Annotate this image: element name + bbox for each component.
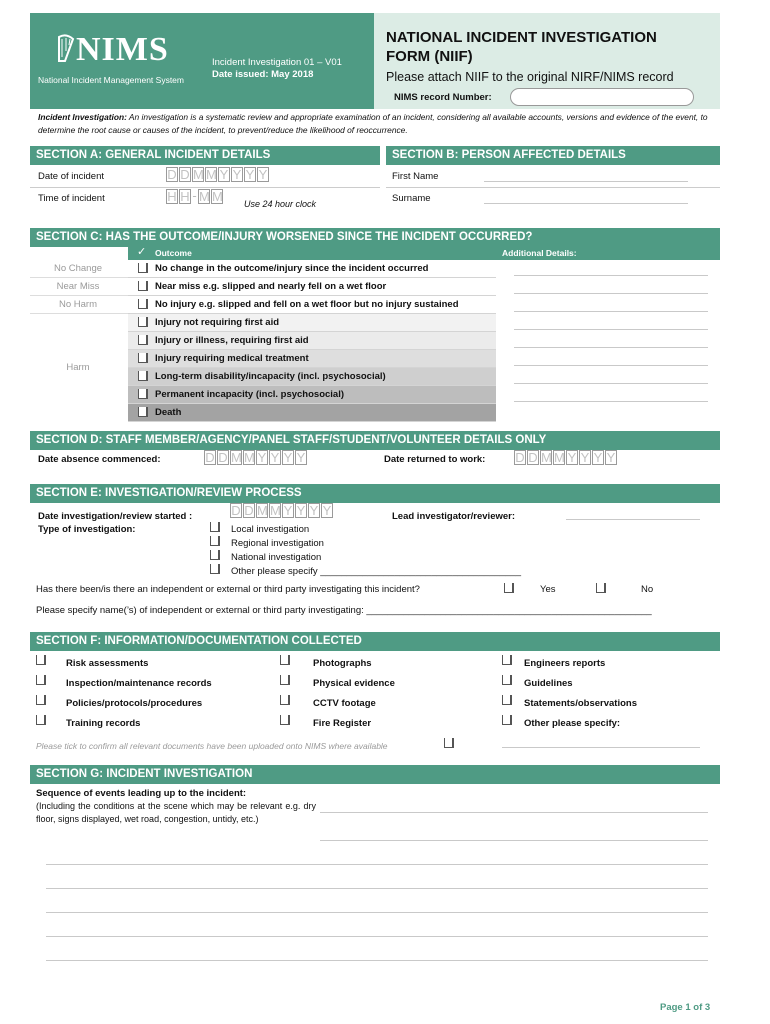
category-divider (30, 277, 128, 278)
section-e-title: SECTION E: INVESTIGATION/REVIEW PROCESS (30, 484, 720, 503)
document-label: Engineers reports (524, 658, 606, 669)
additional-details-header: Additional Details: (502, 248, 577, 258)
date-of-incident-label: Date of incident (38, 171, 105, 182)
investigation-type-label: National investigation (231, 552, 322, 563)
date-char-box[interactable]: Y (258, 167, 268, 182)
date-char-box[interactable]: M (257, 503, 268, 518)
date-char-box[interactable]: D (167, 167, 177, 182)
additional-details-line[interactable] (514, 329, 708, 330)
document-checkbox[interactable] (280, 695, 290, 705)
independent-question: Has there been/is there an independent or external or third party investigating this incident? (36, 584, 420, 595)
time-note: Use 24 hour clock (244, 199, 317, 209)
date-char-box[interactable]: M (244, 450, 255, 465)
date-char-box[interactable]: M (231, 450, 242, 465)
document-checkbox[interactable] (502, 675, 512, 685)
document-checkbox[interactable] (502, 715, 512, 725)
outcome-row[interactable] (128, 278, 496, 296)
outcome-checkbox[interactable] (138, 317, 148, 327)
minute-char-box[interactable]: M (199, 189, 210, 204)
upload-confirm-checkbox[interactable] (444, 738, 454, 748)
form-title-line1: NATIONAL INCIDENT INVESTIGATION (386, 29, 657, 46)
lead-investigator-input[interactable] (566, 519, 700, 520)
section-a-title: SECTION A: GENERAL INCIDENT DETAILS (30, 146, 380, 165)
outcome-label: Injury requiring medical treatment (155, 353, 309, 364)
investigation-started-boxes[interactable] (230, 503, 334, 518)
outcome-label: No change in the outcome/injury since the incident occurred (155, 263, 429, 274)
additional-details-line[interactable] (514, 383, 708, 384)
form-title-line2: FORM (NIIF) (386, 48, 473, 65)
investigation-type-label: Local investigation (231, 524, 310, 535)
sequence-line[interactable] (320, 840, 708, 841)
section-a-divider (30, 187, 380, 188)
outcome-row[interactable] (128, 386, 496, 404)
date-char-box[interactable]: M (193, 167, 204, 182)
document-label: Physical evidence (313, 678, 395, 689)
outcome-label: Injury or illness, requiring first aid (155, 335, 309, 346)
outcome-checkbox[interactable] (138, 299, 148, 309)
absence-commenced-label: Date absence commenced: (38, 454, 161, 465)
date-char-box[interactable]: Y (580, 450, 590, 465)
document-checkbox[interactable] (36, 675, 46, 685)
outcome-checkbox[interactable] (138, 263, 148, 273)
investigation-line[interactable] (46, 888, 708, 889)
time-of-incident-label: Time of incident (38, 193, 105, 204)
section-f-title: SECTION F: INFORMATION/DOCUMENTATION COLLECTED (30, 632, 720, 651)
outcome-checkbox[interactable] (138, 353, 148, 363)
type-of-investigation-label: Type of investigation: (38, 524, 136, 535)
investigation-line[interactable] (46, 936, 708, 937)
investigation-type-checkbox[interactable] (210, 564, 220, 574)
minute-char-box[interactable]: M (212, 189, 223, 204)
date-of-incident-boxes[interactable] (166, 167, 270, 182)
document-label: Guidelines (524, 678, 573, 689)
logo-subtitle: National Incident Management System (38, 75, 184, 85)
sequence-of-events-label: Sequence of events leading up to the incident: (36, 788, 247, 799)
intro-label: Incident Investigation: (38, 112, 127, 122)
date-char-box[interactable]: Y (567, 450, 577, 465)
investigation-started-label: Date investigation/review started : (38, 511, 193, 522)
harp-icon (56, 33, 76, 63)
section-c-header-band (128, 245, 720, 260)
attach-note: Please attach NIIF to the original NIRF/NIMS record (386, 70, 674, 84)
date-char-box[interactable]: D (244, 503, 254, 518)
outcome-label: Near miss e.g. slipped and nearly fell on a wet floor (155, 281, 387, 292)
date-char-box[interactable]: Y (219, 167, 229, 182)
document-checkbox[interactable] (36, 715, 46, 725)
record-number-label: NIMS record Number: (394, 92, 492, 103)
date-char-box[interactable]: M (554, 450, 565, 465)
time-of-incident-boxes[interactable] (166, 189, 224, 204)
logo-text: NIMS (76, 31, 169, 68)
investigation-type-checkbox[interactable] (210, 522, 220, 532)
intro-text: An investigation is a systematic review and appropriate examination of an incident, considering all available accounts, versions and evidence of the event, to determine the root cause or causes of the incident, to prevent/reduce the likelihood of reoccurrence. (38, 112, 708, 135)
date-char-box[interactable]: Y (593, 450, 603, 465)
date-char-box[interactable]: Y (232, 167, 242, 182)
yes-checkbox[interactable] (504, 583, 514, 593)
outcome-label: Permanent incapacity (incl. psychosocial) (155, 389, 345, 400)
hour-char-box[interactable]: H (180, 189, 190, 204)
outcome-row[interactable] (128, 332, 496, 350)
outcome-label: Long-term disability/incapacity (incl. psychosocial) (155, 371, 386, 382)
date-char-box[interactable]: D (180, 167, 190, 182)
investigation-type-checkbox[interactable] (210, 536, 220, 546)
surname-input[interactable] (484, 203, 688, 204)
date-char-box[interactable]: Y (296, 503, 306, 518)
date-char-box[interactable]: D (231, 503, 241, 518)
document-checkbox[interactable] (36, 655, 46, 665)
time-separator: - (192, 188, 197, 203)
date-char-box[interactable]: Y (270, 450, 280, 465)
outcome-label: No injury e.g. slipped and fell on a wet floor but no injury sustained (155, 299, 459, 310)
outcome-checkbox[interactable] (138, 407, 148, 417)
first-name-label: First Name (392, 171, 439, 182)
outcome-checkbox[interactable] (138, 281, 148, 291)
investigation-type-checkbox[interactable] (210, 550, 220, 560)
outcome-header: Outcome (155, 248, 192, 258)
outcome-checkbox[interactable] (138, 371, 148, 381)
outcome-row[interactable] (128, 404, 496, 422)
returned-to-work-boxes[interactable] (514, 450, 618, 465)
absence-commenced-boxes[interactable] (204, 450, 308, 465)
outcome-label: Injury not requiring first aid (155, 317, 280, 328)
date-issued: Date issued: May 2018 (212, 69, 314, 80)
version-panel (204, 13, 374, 109)
outcome-row[interactable] (128, 260, 496, 278)
additional-details-line[interactable] (514, 275, 708, 276)
outcome-label: Death (155, 407, 182, 418)
date-char-box[interactable]: M (541, 450, 552, 465)
date-char-box[interactable]: Y (309, 503, 319, 518)
date-char-box[interactable]: M (206, 167, 217, 182)
document-label: Photographs (313, 658, 372, 669)
category-no-harm: No Harm (58, 299, 97, 310)
date-char-box[interactable]: Y (296, 450, 306, 465)
document-checkbox[interactable] (502, 655, 512, 665)
record-number-input[interactable] (510, 88, 694, 106)
investigation-line[interactable] (46, 864, 708, 865)
date-char-box[interactable]: Y (606, 450, 616, 465)
outcome-row[interactable] (128, 350, 496, 368)
date-char-box[interactable]: D (528, 450, 538, 465)
additional-details-line[interactable] (514, 401, 708, 402)
date-char-box[interactable]: Y (322, 503, 332, 518)
section-c-title: SECTION C: HAS THE OUTCOME/INJURY WORSENED SINCE THE INCIDENT OCCURRED? (30, 228, 720, 247)
section-d-title: SECTION D: STAFF MEMBER/AGENCY/PANEL STAFF/STUDENT/VOLUNTEER DETAILS ONLY (30, 431, 720, 450)
document-label: CCTV footage (313, 698, 376, 709)
section-b-title: SECTION B: PERSON AFFECTED DETAILS (386, 146, 720, 165)
investigation-line[interactable] (46, 960, 708, 961)
document-label: Statements/observations (524, 698, 637, 709)
version-label: Incident Investigation 01 – V01 (212, 57, 342, 68)
additional-details-line[interactable] (514, 365, 708, 366)
category-harm: Harm (66, 362, 90, 373)
sequence-of-events-note: (Including the conditions at the scene which may be relevant e.g. dry floor, signs displayed, wet road, congestion, untidy, etc.) (36, 801, 316, 824)
document-label: Policies/protocols/procedures (66, 698, 203, 709)
logo-panel (30, 13, 204, 109)
investigation-line[interactable] (46, 912, 708, 913)
category-no-change: No Change (53, 263, 103, 274)
date-char-box[interactable]: D (515, 450, 525, 465)
lead-investigator-label: Lead investigator/reviewer: (392, 511, 516, 522)
yes-label: Yes (540, 584, 556, 595)
document-checkbox[interactable] (280, 715, 290, 725)
additional-details-line[interactable] (514, 293, 708, 294)
no-checkbox[interactable] (596, 583, 606, 593)
additional-details-line[interactable] (514, 347, 708, 348)
page-number: Page 1 of 3 (660, 1002, 711, 1013)
document-checkbox[interactable] (280, 675, 290, 685)
document-checkbox[interactable] (280, 655, 290, 665)
section-g-title: SECTION G: INCIDENT INVESTIGATION (30, 765, 720, 784)
check-mark-icon: ✓ (137, 246, 147, 258)
category-divider (30, 295, 128, 296)
first-name-input[interactable] (484, 181, 688, 182)
date-char-box[interactable]: Y (245, 167, 255, 182)
document-label: Training records (66, 718, 141, 729)
document-checkbox[interactable] (502, 695, 512, 705)
outcome-row[interactable] (128, 314, 496, 332)
outcome-checkbox[interactable] (138, 389, 148, 399)
investigation-type-label: Other please specify ______________________________________ (231, 566, 522, 577)
document-label: Risk assessments (66, 658, 149, 669)
category-divider (30, 313, 128, 314)
outcome-row[interactable] (128, 296, 496, 314)
title-panel (374, 13, 720, 109)
independent-specify-label: Please specify name(’s) of independent or external or third party investigating: ______________________________________________________ (36, 605, 652, 616)
date-char-box[interactable]: M (270, 503, 281, 518)
outcome-row[interactable] (128, 368, 496, 386)
date-char-box[interactable]: D (205, 450, 215, 465)
returned-to-work-label: Date returned to work: (384, 454, 486, 465)
hour-char-box[interactable]: H (167, 189, 177, 204)
upload-confirm-note: Please tick to confirm all relevant documents have been uploaded onto NIMS where available (36, 741, 388, 751)
additional-details-line[interactable] (514, 311, 708, 312)
other-specify-input[interactable] (502, 747, 700, 748)
surname-label: Surname (392, 193, 431, 204)
date-char-box[interactable]: Y (283, 450, 293, 465)
date-char-box[interactable]: Y (257, 450, 267, 465)
document-label: Other please specify: (524, 718, 621, 729)
document-label: Inspection/maintenance records (66, 678, 212, 689)
outcome-checkbox[interactable] (138, 335, 148, 345)
category-near-miss: Near Miss (56, 281, 100, 292)
section-b-divider (386, 187, 720, 188)
date-char-box[interactable]: Y (283, 503, 293, 518)
investigation-type-label: Regional investigation (231, 538, 324, 549)
date-char-box[interactable]: D (218, 450, 228, 465)
no-label: No (641, 584, 654, 595)
intro-paragraph (38, 111, 718, 137)
sequence-line[interactable] (320, 812, 708, 813)
document-label: Fire Register (313, 718, 372, 729)
document-checkbox[interactable] (36, 695, 46, 705)
